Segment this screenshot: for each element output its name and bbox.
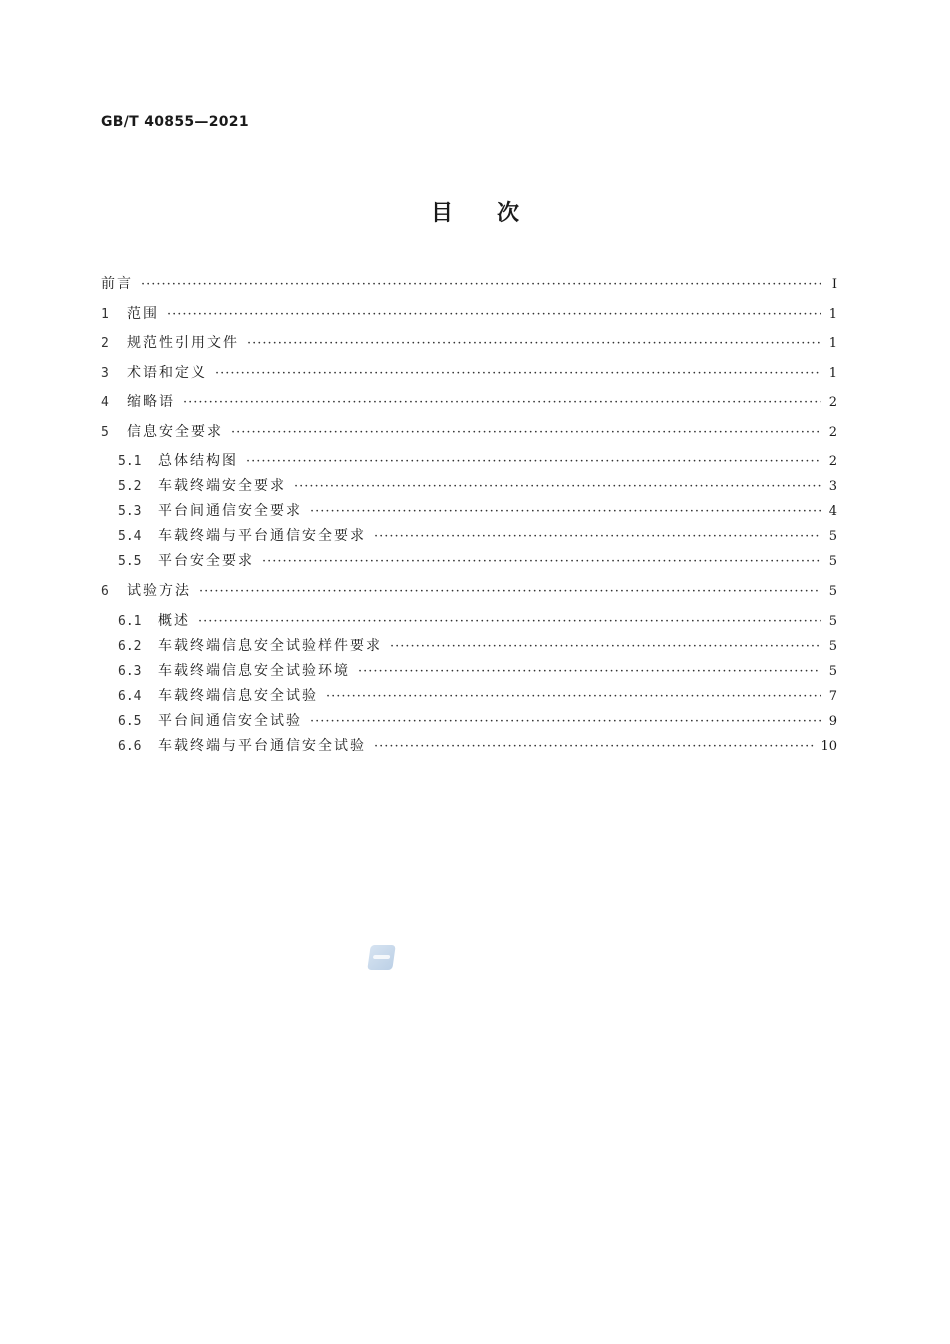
toc-entry-3[interactable]: [101, 363, 837, 393]
toc-section-number: 6.5: [118, 713, 142, 729]
toc-section-number: 1: [101, 306, 109, 322]
toc-leader-dots: [167, 305, 821, 325]
toc-page-number: 4: [828, 504, 837, 519]
toc-section-number: 3: [101, 365, 109, 381]
toc-entry-6-5[interactable]: [101, 711, 837, 736]
toc-page-number: 2: [828, 395, 837, 410]
toc-entry-title: 车载终端信息安全试验样件要求: [158, 637, 382, 654]
toc-entry-5-1[interactable]: [101, 451, 837, 476]
toc-leader-dots: [262, 552, 821, 572]
toc-leader-dots: [199, 582, 821, 602]
toc-page-number: 5: [828, 584, 837, 599]
toc-entry-5[interactable]: [101, 422, 837, 452]
toc-entry-title: 车载终端信息安全试验: [158, 687, 318, 704]
toc-leader-dots: [326, 687, 821, 707]
toc-entry-title: 信息安全要求: [127, 423, 223, 440]
toc-entry-title: 规范性引用文件: [127, 335, 239, 351]
toc-entry-foreword[interactable]: [101, 274, 837, 304]
toc-section-number: 5.4: [118, 529, 142, 544]
toc-entry-6-6[interactable]: [101, 736, 837, 761]
toc-entry-6-3[interactable]: [101, 661, 837, 686]
toc-page-number: 7: [828, 688, 837, 704]
toc-leader-dots: [247, 334, 821, 354]
toc-entry-title: 总体结构图: [158, 453, 238, 469]
toc-section-number: 6.1: [118, 613, 142, 629]
toc-entry-title: 前言: [101, 276, 133, 292]
toc-leader-dots: [310, 502, 821, 522]
toc-section-number: 5: [101, 424, 109, 440]
toc-entry-title: 平台间通信安全要求: [158, 503, 302, 519]
toc-section-number: 5.1: [118, 454, 142, 469]
toc-page-number: 5: [828, 554, 837, 569]
toc-section-number: 5.5: [118, 554, 142, 569]
toc-section-number: 6.2: [118, 638, 142, 654]
toc-leader-dots: [358, 662, 821, 682]
toc-page-number: 2: [828, 454, 837, 469]
toc-entry-title: 车载终端与平台通信安全试验: [158, 737, 366, 754]
toc-page-number: 5: [828, 613, 837, 629]
toc-section-number: 5.3: [118, 504, 142, 519]
toc-entry-1[interactable]: [101, 304, 837, 334]
toc-entry-title: 范围: [127, 305, 159, 322]
toc-section-number: 5.2: [118, 479, 142, 494]
toc-entry-title: 试验方法: [127, 583, 191, 599]
toc-page-number: 2: [828, 424, 837, 440]
toc-entry-title: 概述: [158, 612, 190, 629]
toc-entry-5-5[interactable]: [101, 551, 837, 581]
page-title: 目次: [430, 201, 563, 226]
toc-section-number: 6: [101, 584, 109, 599]
toc-entry-title: 车载终端安全要求: [158, 478, 286, 494]
toc-page-number: 9: [828, 713, 837, 729]
toc-section-number: 6.4: [118, 688, 142, 704]
toc-leader-dots: [310, 712, 821, 732]
toc-page-number: 10: [820, 738, 837, 754]
toc-leader-dots: [374, 527, 821, 547]
toc-page-number: 1: [828, 336, 837, 351]
toc-leader-dots: [246, 452, 821, 472]
toc-entry-2[interactable]: [101, 333, 837, 363]
toc-page-number: I: [831, 277, 837, 292]
toc-entry-5-4[interactable]: [101, 526, 837, 551]
toc-leader-dots: [390, 637, 821, 657]
toc-leader-dots: [198, 612, 821, 632]
toc-entry-title: 车载终端信息安全试验环境: [158, 662, 350, 679]
toc-entry-6-2[interactable]: [101, 636, 837, 661]
standard-number: GB/T 40855—2021: [101, 114, 249, 130]
toc-entry-6-4[interactable]: [101, 686, 837, 711]
toc-leader-dots: [141, 275, 821, 295]
toc-section-number: 4: [101, 395, 109, 410]
toc-page-number: 5: [828, 663, 837, 679]
toc-leader-dots: [231, 423, 821, 443]
toc-page-number: 1: [828, 365, 837, 381]
toc-section-number: 6.3: [118, 663, 142, 679]
toc-entry-5-3[interactable]: [101, 501, 837, 526]
toc-page-number: 3: [828, 479, 837, 494]
toc-leader-dots: [183, 393, 821, 413]
toc-leader-dots: [294, 477, 821, 497]
toc-leader-dots: [215, 364, 821, 384]
toc-section-number: 6.6: [118, 738, 142, 754]
toc-entry-4[interactable]: [101, 392, 837, 422]
table-of-contents: [101, 274, 837, 761]
toc-entry-5-2[interactable]: [101, 476, 837, 501]
toc-section-number: 2: [101, 336, 109, 351]
toc-page-number: 5: [828, 529, 837, 544]
toc-entry-title: 平台间通信安全试验: [158, 712, 302, 729]
toc-entry-title: 缩略语: [127, 394, 175, 410]
toc-entry-title: 车载终端与平台通信安全要求: [158, 528, 366, 544]
toc-page-number: 5: [828, 638, 837, 654]
toc-page-number: 1: [828, 306, 837, 322]
toc-entry-6[interactable]: [101, 581, 837, 611]
stac-logo-icon: [367, 945, 396, 970]
toc-entry-title: 术语和定义: [127, 364, 207, 381]
toc-entry-title: 平台安全要求: [158, 553, 254, 569]
toc-leader-dots: [374, 737, 814, 757]
toc-entry-6-1[interactable]: [101, 611, 837, 636]
